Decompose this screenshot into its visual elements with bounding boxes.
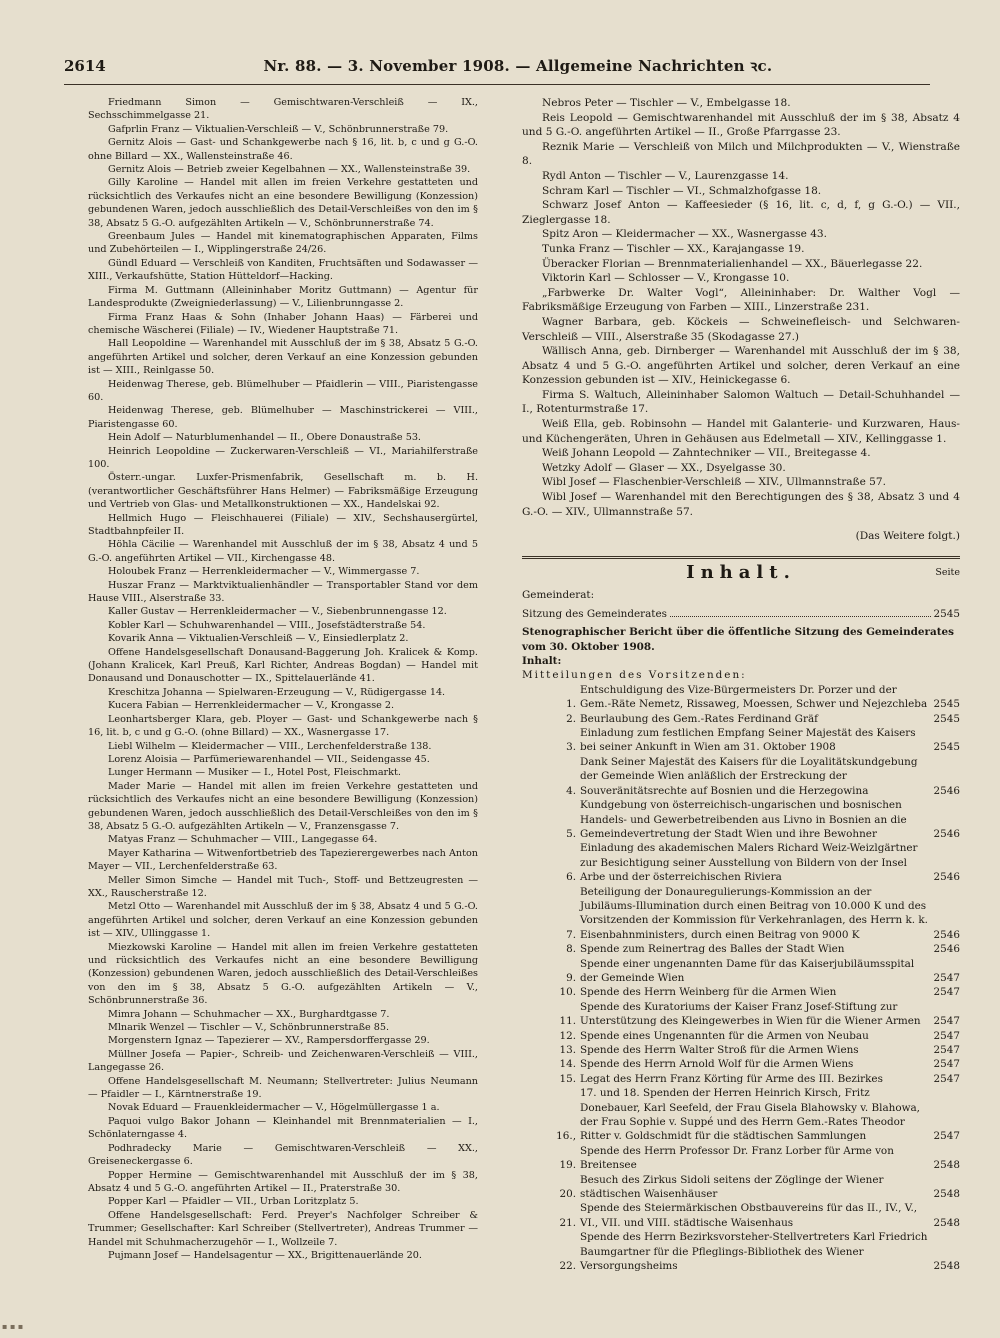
list-item: Müllner Josefa — Papier-, Schreib- und Zeichenwaren-Verschleiß — VIII., Langegasse 26. xyxy=(88,1048,478,1074)
list-item: Lunger Hermann — Musiker — I., Hotel Post, Fleischmarkt. xyxy=(108,767,401,779)
list-item: Meller Simon Simche — Handel mit Tuch-, Stoff- und Bettzeugresten — XX., Rauscherstraße 12. xyxy=(88,874,478,899)
list-item: Nebros Peter — Tischler — V., Embelgasse 18. xyxy=(542,97,791,109)
list-item: Rydl Anton — Tischler — V., Laurenzgasse 14. xyxy=(542,169,789,182)
item-page: 2547 xyxy=(933,1058,960,1071)
list-item: Paquoi vulgo Bakor Johann — Kleinhandel mit Brennmaterialien — I., Schönlaterngasse 4. xyxy=(88,1115,478,1141)
list-item: Gernitz Alois — Betrieb zweier Kegelbahnen — XX., Wallensteinstraße 39. xyxy=(108,164,471,176)
list-item: Reznik Marie — Verschleiß von Milch und Milchprodukten — V., Wienstraße 8. xyxy=(522,140,960,168)
list-item: Weiß Ella, geb. Robinsohn — Handel mit Galanterie- und Kurzwaren, Haus- und Küchengeräten, Uhren in Gehäusen aus Edelmetall — XIV., Kellinggasse 1. xyxy=(522,418,960,445)
list-item: Leonhartsberger Klara, geb. Ployer — Gast- und Schankgewerbe nach § 16, lit. b, c und g G.-O. (ohne Billard) — XX., Wasnergasse 17. xyxy=(88,713,478,739)
item-text: Legat des Herrn Franz Körting für Arme des III. Bezirkes xyxy=(580,1072,883,1085)
item-number: 7. xyxy=(566,928,576,941)
list-item: Gafprlin Franz — Viktualien-Verschleiß — V., Schönbrunnerstraße 79. xyxy=(108,123,449,135)
sitzung-row xyxy=(522,607,960,621)
item-number: 2. xyxy=(566,712,576,725)
item-page: 2547 xyxy=(933,1072,960,1085)
table-of-contents xyxy=(522,562,960,1274)
item-text: Spende des Herrn Professor Dr. Franz Lorber für Arme von Breitensee xyxy=(580,1144,894,1172)
list-item: Wällisch Anna, geb. Dirnberger — Warenhandel mit Ausschluß der im § 38, Absatz 4 und 5 G.-O. angeführten Artikel und solcher, deren Verkauf an eine Konzession gebunden ist — XIV., Heinickegasse 6. xyxy=(522,345,960,387)
item-text: Kundgebung von österreichisch-ungarischen und bosnischen Handels- und Gewerbetreibenden aus Livno in Bosnien an die Gemeindevertretung der Stadt Wien und ihre Bewohner xyxy=(580,799,907,840)
contents-item xyxy=(522,885,960,943)
item-number: 9. xyxy=(566,971,576,984)
contents-item xyxy=(522,942,960,956)
item-page: 2545 xyxy=(933,741,960,754)
list-item: Mlnarik Wenzel — Tischler — V., Schönbrunnerstraße 85. xyxy=(108,1022,390,1034)
item-number: 6. xyxy=(566,871,576,884)
item-page: 2548 xyxy=(933,1216,960,1229)
list-item: „Farbwerke Dr. Walter Vogl“, Alleininhaber: Dr. Walther Vogl — Fabriksmäßige Erzeugung von Farben — XIII., Linzerstraße 231. xyxy=(522,286,960,314)
item-number: 1. xyxy=(566,698,576,711)
item-number: 4. xyxy=(566,784,576,797)
list-item: Pujmann Josef — Handelsagentur — XX., Brigittenauerlände 20. xyxy=(108,1249,422,1261)
list-item: Offene Handelsgesellschaft: Ferd. Preyer's Nachfolger Schreiber & Trummer; Gesellschafter: Karl Schreiber (Stellvertreter), Andreas Trummer — Handel mit Schuhmacherzugehör — I., Wollzeile 7. xyxy=(88,1209,478,1248)
item-page: 2547 xyxy=(933,986,960,999)
item-page: 2547 xyxy=(933,1029,960,1042)
list-item: Popper Karl — Pfaidler — VII., Urban Loritzplatz 5. xyxy=(108,1196,359,1208)
list-item: Greenbaum Jules — Handel mit kinematographischen Apparaten, Films und Zubehörteilen — I., Wipplingerstraße 24/26. xyxy=(88,231,478,256)
item-page: 2546 xyxy=(933,943,960,956)
right-column xyxy=(522,96,960,544)
list-item: Kovarik Anna — Viktualien-Verschleiß — V., Einsiedlerplatz 2. xyxy=(108,633,409,645)
item-text: Entschuldigung des Vize-Bürgermeisters Dr. Porzer und der Gem.-Räte Nemetz, Rissaweg, Moessen, Schwer und Nejezchleba xyxy=(580,683,928,711)
item-text: Einladung zum festlichen Empfang Seiner Majestät des Kaisers bei seiner Ankunft in Wien am 31. Oktober 1908 xyxy=(580,727,916,754)
item-text: Einladung des akademischen Malers Richard Weiz-Weizlgärtner zur Besichtigung seiner Ausstellung von Bildern von der Insel Arbe und der österreichischen Riviera xyxy=(580,842,918,884)
list-item: Kucera Fabian — Herrenkleidermacher — V., Krongasse 2. xyxy=(108,700,395,712)
list-item: Schram Karl — Tischler — VI., Schmalzhofgasse 18. xyxy=(542,184,822,197)
item-number: 11. xyxy=(559,1015,576,1028)
contents-items xyxy=(522,683,960,1274)
list-item: Metzl Otto — Warenhandel mit Ausschluß der im § 38, Absatz 4 und 5 G.-O. angeführten Artikel und solcher, deren Verkauf an eine Konzession gebunden ist — XIV., Ullinggasse 1. xyxy=(88,901,478,940)
item-number: 3. xyxy=(566,741,576,754)
list-item: Popper Hermine — Gemischtwarenhandel mit Ausschluß der im § 38, Absatz 4 und 5 G.-O. angeführten Artikel — II., Praterstraße 30. xyxy=(88,1169,478,1194)
item-text: 17. und 18. Spenden der Herren Heinrich Kirsch, Fritz Donebauer, Karl Seefeld, der Frau Gisela Blahowsky v. Blahowa, der Frau Sophie v. Suppé und des Herrn Gem.-Rates Theodor Ritter v. Goldschmidt für die städtischen Sammlungen xyxy=(580,1087,920,1143)
contents-item xyxy=(522,726,960,755)
item-text: Beurlaubung des Gem.-Rates Ferdinand Gräf xyxy=(580,712,818,725)
item-page: 2547 xyxy=(933,1130,960,1143)
list-item: Reis Leopold — Gemischtwarenhandel mit Ausschluß der im § 38, Absatz 4 und 5 G.-O. angeführten Artikel — II., Große Pfarrgasse 23. xyxy=(522,111,960,139)
item-text: Beteiligung der Donauregulierungs-Kommission an der Jubiläums-Illumination durch einen Beitrag von 10.000 K und des Vorsitzenden der Kommission für Verkehranlagen, des Herrn k. k. Eisenbahnministers, durch einen Beitrag von 9000 K xyxy=(580,885,928,941)
header-rule xyxy=(64,84,930,85)
list-item: Gündl Eduard — Verschleiß von Kanditen, Fruchtsäften und Sodawasser — XIII., Verkaufshütte, Station Hütteldorf—Hacking. xyxy=(88,257,478,283)
page-title: Nr. 88. — 3. November 1908. — Allgemeine Nachrichten ꝛc. xyxy=(263,57,773,75)
list-item: Kobler Karl — Schuhwarenhandel — VIII., Josefstädterstraße 54. xyxy=(108,619,426,631)
item-page: 2548 xyxy=(933,1159,960,1172)
item-page: 2546 xyxy=(933,928,960,941)
item-number: 22. xyxy=(559,1260,576,1273)
list-item: Mayer Katharina — Witwenfortbetrieb des Tapezierergewerbes nach Anton Mayer — VII., Lerchenfelderstraße 63. xyxy=(88,847,478,873)
list-item: Mimra Johann — Schuhmacher — XX., Burghardtgasse 7. xyxy=(108,1008,390,1020)
list-item: Morgenstern Ignaz — Tapezierer — XV., Rampersdorffergasse 29. xyxy=(108,1035,430,1047)
list-item: Mader Marie — Handel mit allen im freien Verkehre gestatteten und rücksichtlich des Verkaufes nicht an eine besondere Bewilligung (Konzession) gebundenen Waren, jedoch ausschließlich des Detail-Verschleißes von den im § 38, Absatz 5 G.-O. aufgezählten Artikeln — V., Franzensgasse 7. xyxy=(88,780,478,832)
list-item: Friedmann Simon — Gemischtwaren-Verschleiß — IX., Sechsschimmelgasse 21. xyxy=(88,97,478,122)
item-text: Spende zum Reinertrag des Balles der Stadt Wien xyxy=(580,943,845,956)
contents-item xyxy=(522,1144,960,1173)
leader-dots xyxy=(670,616,931,617)
contents-item xyxy=(522,798,960,841)
list-item: Miezkowski Karoline — Handel mit allen im freien Verkehre gestatteten und rücksichtlich des Verkaufes nicht an eine besondere Bewilligung (Konzession) gebundenen Waren, jedoch ausschließlich des Detail-Verschleißes von den im § 38, Absatz 5 G.-O. aufgezählten Artikeln — V., Schönbrunnerstraße 36. xyxy=(88,941,478,1007)
contents-item xyxy=(522,1086,960,1144)
item-number: 16., xyxy=(556,1130,576,1143)
continued-note: (Das Weitere folgt.) xyxy=(855,530,960,543)
contents-item xyxy=(522,712,960,726)
item-page: 2545 xyxy=(933,698,960,711)
list-item: Holoubek Franz — Herrenkleidermacher — V., Wimmergasse 7. xyxy=(108,566,420,578)
list-item: Spitz Aron — Kleidermacher — XX., Wasnergasse 43. xyxy=(542,228,827,241)
seite-label: Seite xyxy=(935,567,960,578)
left-column xyxy=(88,96,478,1262)
item-page: 2546 xyxy=(933,871,960,884)
contents-item xyxy=(522,1230,960,1273)
item-text: Spende des Steiermärkischen Obstbauvereins für das II., IV., V., VI., VII. und VIII. städtische Waisenhaus xyxy=(580,1202,918,1229)
page-number: 2614 xyxy=(64,57,106,75)
list-item: Gernitz Alois — Gast- und Schankgewerbe nach § 16, lit. b, c und g G.-O. ohne Billard — XX., Wallensteinstraße 46. xyxy=(88,137,478,162)
contents-item xyxy=(522,1043,960,1057)
list-item: Wibl Josef — Warenhandel mit den Berechtigungen des § 38, Absatz 3 und 4 G.-O. — XIV., Ullmannstraße 57. xyxy=(522,491,960,518)
list-item: Tunka Franz — Tischler — XX., Karajangasse 19. xyxy=(542,242,805,255)
list-item: Österr.-ungar. Luxfer-Prismenfabrik, Gesellschaft m. b. H. (verantwortlicher Geschäftsführer Hans Helmer) — Fabriksmäßige Erzeugung und Vertrieb von Glas- und Metallkonstruktionen — XX., Handelskai 92. xyxy=(88,472,478,511)
list-item: Schwarz Josef Anton — Kaffeesieder (§ 16, lit. c, d, f, g G.-O.) — VII., Zieglergasse 18. xyxy=(522,199,960,226)
contents-item xyxy=(522,1057,960,1071)
item-number: 10. xyxy=(559,986,576,999)
list-item: Podhradecky Marie — Gemischtwaren-Verschleiß — XX., Greiseneckergasse 6. xyxy=(88,1142,478,1168)
item-text: Besuch des Zirkus Sidoli seitens der Zöglinge der Wiener städtischen Waisenhäuser xyxy=(580,1173,884,1201)
list-item: Offene Handelsgesellschaft M. Neumann; Stellvertreter: Julius Neumann — Pfaidler — I., Kärntnerstraße 19. xyxy=(88,1075,478,1101)
item-text: Spende des Herrn Walter Stroß für die Armen Wiens xyxy=(580,1044,859,1056)
contents-item xyxy=(522,1173,960,1202)
sitzung-page: 2545 xyxy=(933,607,960,620)
item-page: 2545 xyxy=(933,712,960,725)
contents-item xyxy=(522,1201,960,1230)
list-item: Offene Handelsgesellschaft Donausand-Baggerung Joh. Kralicek & Komp. (Johann Kralicek, Karl Preuß, Karl Richter, Andreas Bogdan) — Handel mit Donausand und Donauschotter — IX., Spittelauerlände 41. xyxy=(88,646,478,685)
item-number: 19. xyxy=(559,1159,576,1172)
list-item: Firma S. Waltuch, Alleininhaber Salomon Waltuch — Detail-Schuhhandel — I., Rotenturmstraße 17. xyxy=(522,388,960,416)
contents-item xyxy=(522,841,960,884)
item-text: Dank Seiner Majestät des Kaisers für die Loyalitätskundgebung der Gemeinde Wien anläßlich der Erstreckung der Souveränitätsrechte auf Bosnien und die Herzegowina xyxy=(580,755,918,797)
contents-title: Inhalt. xyxy=(686,562,796,583)
item-text: Spende des Herrn Bezirksvorsteher-Stellvertreters Karl Friedrich Baumgartner für die Pfleglings-Bibliothek des Wiener Versorgungsheims xyxy=(580,1231,928,1273)
list-item: Firma Franz Haas & Sohn (Inhaber Johann Haas) — Färberei und chemische Wäscherei (Filiale) — IV., Wiedener Hauptstraße 71. xyxy=(88,311,478,336)
list-item: Matyas Franz — Schuhmacher — VIII., Langegasse 64. xyxy=(108,834,378,846)
list-item: Kreschitza Johanna — Spielwaren-Erzeugung — V., Rüdigergasse 14. xyxy=(108,686,446,698)
list-item: Heidenwag Therese, geb. Blümelhuber — Maschinstrickerei — VIII., Piaristengasse 60. xyxy=(88,405,478,430)
list-item: Hall Leopoldine — Warenhandel mit Ausschluß der im § 38, Absatz 5 G.-O. angeführten Artikel und solcher, deren Verkauf an eine Konzession gebunden ist — XIII., Reinlgasse 50. xyxy=(88,338,478,377)
contents-item xyxy=(522,957,960,986)
edge-mark: ▪ ▪ ▪ xyxy=(2,1322,24,1331)
item-number: 8. xyxy=(566,943,576,956)
contents-item xyxy=(522,755,960,798)
gemeinderat-label: Gemeinderat: xyxy=(522,589,595,602)
list-item: Heidenwag Therese, geb. Blümelhuber — Pfaidlerin — VIII., Piaristengasse 60. xyxy=(88,378,478,403)
contents-item xyxy=(522,1000,960,1029)
sitzung-text: Sitzung des Gemeinderates xyxy=(522,607,667,620)
list-item: Huszar Franz — Marktviktualienhändler — Transportabler Stand vor dem Hause VIII., Alserstraße 33. xyxy=(88,579,478,605)
item-page: 2547 xyxy=(933,971,960,984)
item-page: 2547 xyxy=(933,1044,960,1056)
item-number: 13. xyxy=(559,1044,576,1056)
item-page: 2546 xyxy=(933,784,960,797)
list-item: Firma M. Guttmann (Alleininhaber Moritz Guttmann) — Agentur für Landesprodukte (Zweigniederlassung) — V., Lilienbrunngasse 2. xyxy=(88,284,478,310)
contents-item xyxy=(522,985,960,999)
item-number: 5. xyxy=(566,827,576,840)
list-item: Viktorin Karl — Schlosser — V., Krongasse 10. xyxy=(542,272,790,285)
mitteilungen-label: Mitteilungen des Vorsitzenden: xyxy=(522,669,747,682)
list-item: Lorenz Aloisia — Parfümeriewarenhandel — VII., Seidengasse 45. xyxy=(108,753,430,765)
item-number: 20. xyxy=(559,1188,576,1201)
list-item: Weiß Johann Leopold — Zahntechniker — VII., Breitegasse 4. xyxy=(542,447,871,460)
list-item: Hein Adolf — Naturblumenhandel — II., Obere Donaustraße 53. xyxy=(108,432,421,444)
item-page: 2548 xyxy=(933,1188,960,1201)
item-text: Spende des Herrn Arnold Wolf für die Armen Wiens xyxy=(580,1058,854,1071)
list-item: Liebl Wilhelm — Kleidermacher — VIII., Lerchenfelderstraße 138. xyxy=(108,740,432,752)
item-text: Spende des Herrn Weinberg für die Armen Wien xyxy=(580,986,837,999)
contents-heading xyxy=(522,562,960,583)
item-number: 12. xyxy=(559,1029,576,1042)
item-number: 21. xyxy=(559,1216,576,1229)
item-text: Spende einer ungenannten Dame für das Kaiserjubiläumsspital der Gemeinde Wien xyxy=(580,957,915,984)
list-item: Überacker Florian — Brennmaterialienhandel — XX., Bäuerlegasse 22. xyxy=(542,257,923,270)
list-item: Wagner Barbara, geb. Köckeis — Schweinefleisch- und Selchwaren-Verschleiß — VIII., Alserstraße 35 (Skodagasse 27.) xyxy=(522,315,960,343)
list-item: Gilly Karoline — Handel mit allen im freien Verkehre gestatteten und rücksichtlich des Verkaufes nicht an eine besondere Bewilligung (Konzession) gebundenen Waren, jedoch ausschließlich des Detail-Verschleißes von den im § 38, Absatz 5 G.-O. aufgezählten Artikeln — V., Schönbrunnerstraße 74. xyxy=(88,177,478,229)
item-page: 2547 xyxy=(933,1015,960,1028)
item-number: 14. xyxy=(559,1058,576,1071)
right-entries xyxy=(522,96,960,519)
item-text: Spende des Kuratoriums der Kaiser Franz Josef-Stiftung zur Unterstützung des Kleingewerbes in Wien für die Wiener Armen xyxy=(580,1000,921,1028)
list-item: Höhla Cäcilie — Warenhandel mit Ausschluß der im § 38, Absatz 4 und 5 G.-O. angeführten Artikel — VII., Kirchengasse 48. xyxy=(88,539,478,564)
contents-item xyxy=(522,1072,960,1086)
contents-item xyxy=(522,1029,960,1043)
list-item: Heinrich Leopoldine — Zuckerwaren-Verschleiß — VI., Mariahilferstraße 100. xyxy=(88,445,478,470)
list-item: Novak Eduard — Frauenkleidermacher — V., Högelmüllergasse 1 a. xyxy=(108,1102,440,1114)
page-header xyxy=(64,56,930,76)
inhalt-label: Inhalt: xyxy=(522,655,562,668)
list-item: Wibl Josef — Flaschenbier-Verschleiß — XIV., Ullmannstraße 57. xyxy=(542,476,886,489)
item-text: Spende eines Ungenannten für die Armen von Neubau xyxy=(580,1029,869,1042)
list-item: Kaller Gustav — Herrenkleidermacher — V., Siebenbrunnengasse 12. xyxy=(108,606,447,618)
item-number: 15. xyxy=(559,1072,576,1085)
list-item: Wetzky Adolf — Glaser — XX., Dsyelgasse 30. xyxy=(542,461,786,474)
item-page: 2548 xyxy=(933,1260,960,1273)
contents-separator xyxy=(522,556,960,559)
steno-title: Stenographischer Bericht über die öffentliche Sitzung des Gemeinderates vom 30. Oktober 1908. xyxy=(522,626,954,653)
contents-item xyxy=(522,683,960,712)
item-page: 2546 xyxy=(933,827,960,840)
list-item: Hellmich Hugo — Fleischhauerei (Filiale) — XIV., Sechshausergürtel, Stadtbahnpfeiler II. xyxy=(88,512,478,537)
